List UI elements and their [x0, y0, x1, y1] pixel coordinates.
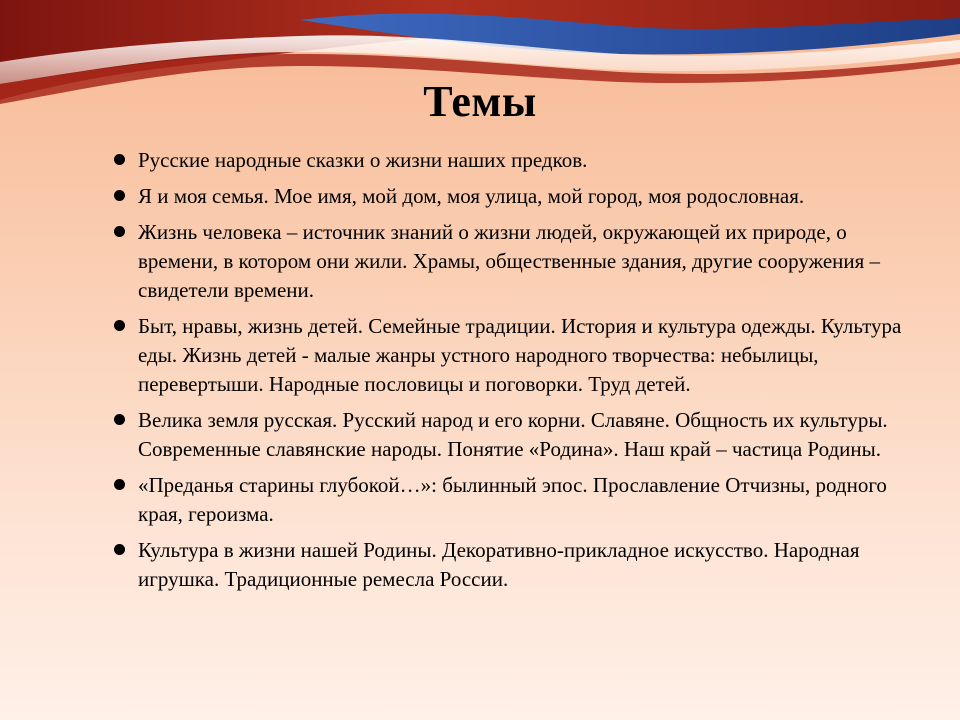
topic-text: «Преданья старины глубокой…»: былинный эпос. Прославление Отчизны, родного края, героизма.	[138, 473, 887, 526]
list-item	[112, 406, 912, 464]
list-item	[112, 312, 912, 399]
bullet-icon	[114, 479, 125, 490]
topic-text: Культура в жизни нашей Родины. Декоративно-прикладное искусство. Народная игрушка. Традиционные ремесла России.	[138, 538, 860, 591]
bullet-icon	[114, 190, 125, 201]
list-item	[112, 218, 912, 305]
topic-list	[112, 146, 912, 601]
bullet-icon	[114, 226, 125, 237]
list-item	[112, 536, 912, 594]
topic-text: Жизнь человека – источник знаний о жизни людей, окружающей их природе, о времени, в котором они жили. Храмы, общественные здания, другие сооружения – свидетели времени.	[138, 220, 881, 302]
bullet-icon	[114, 544, 125, 555]
topic-text: Велика земля русская. Русский народ и его корни. Славяне. Общность их культуры. Современные славянские народы. Понятие «Родина». Наш край – частица Родины.	[138, 408, 888, 461]
bullet-icon	[114, 154, 125, 165]
bullet-icon	[114, 414, 125, 425]
list-item	[112, 471, 912, 529]
list-item	[112, 146, 912, 175]
page-title: Темы	[423, 77, 537, 126]
topic-text: Я и моя семья. Мое имя, мой дом, моя улица, мой город, моя родословная.	[138, 184, 805, 208]
topic-text: Русские народные сказки о жизни наших предков.	[138, 148, 588, 172]
bullet-icon	[114, 320, 125, 331]
list-item	[112, 182, 912, 211]
topic-text: Быт, нравы, жизнь детей. Семейные традиции. История и культура одежды. Культура еды. Жизнь детей - малые жанры устного народного творчества: небылицы, перевертыши. Народные пословицы и поговорки. Труд детей.	[138, 314, 902, 396]
